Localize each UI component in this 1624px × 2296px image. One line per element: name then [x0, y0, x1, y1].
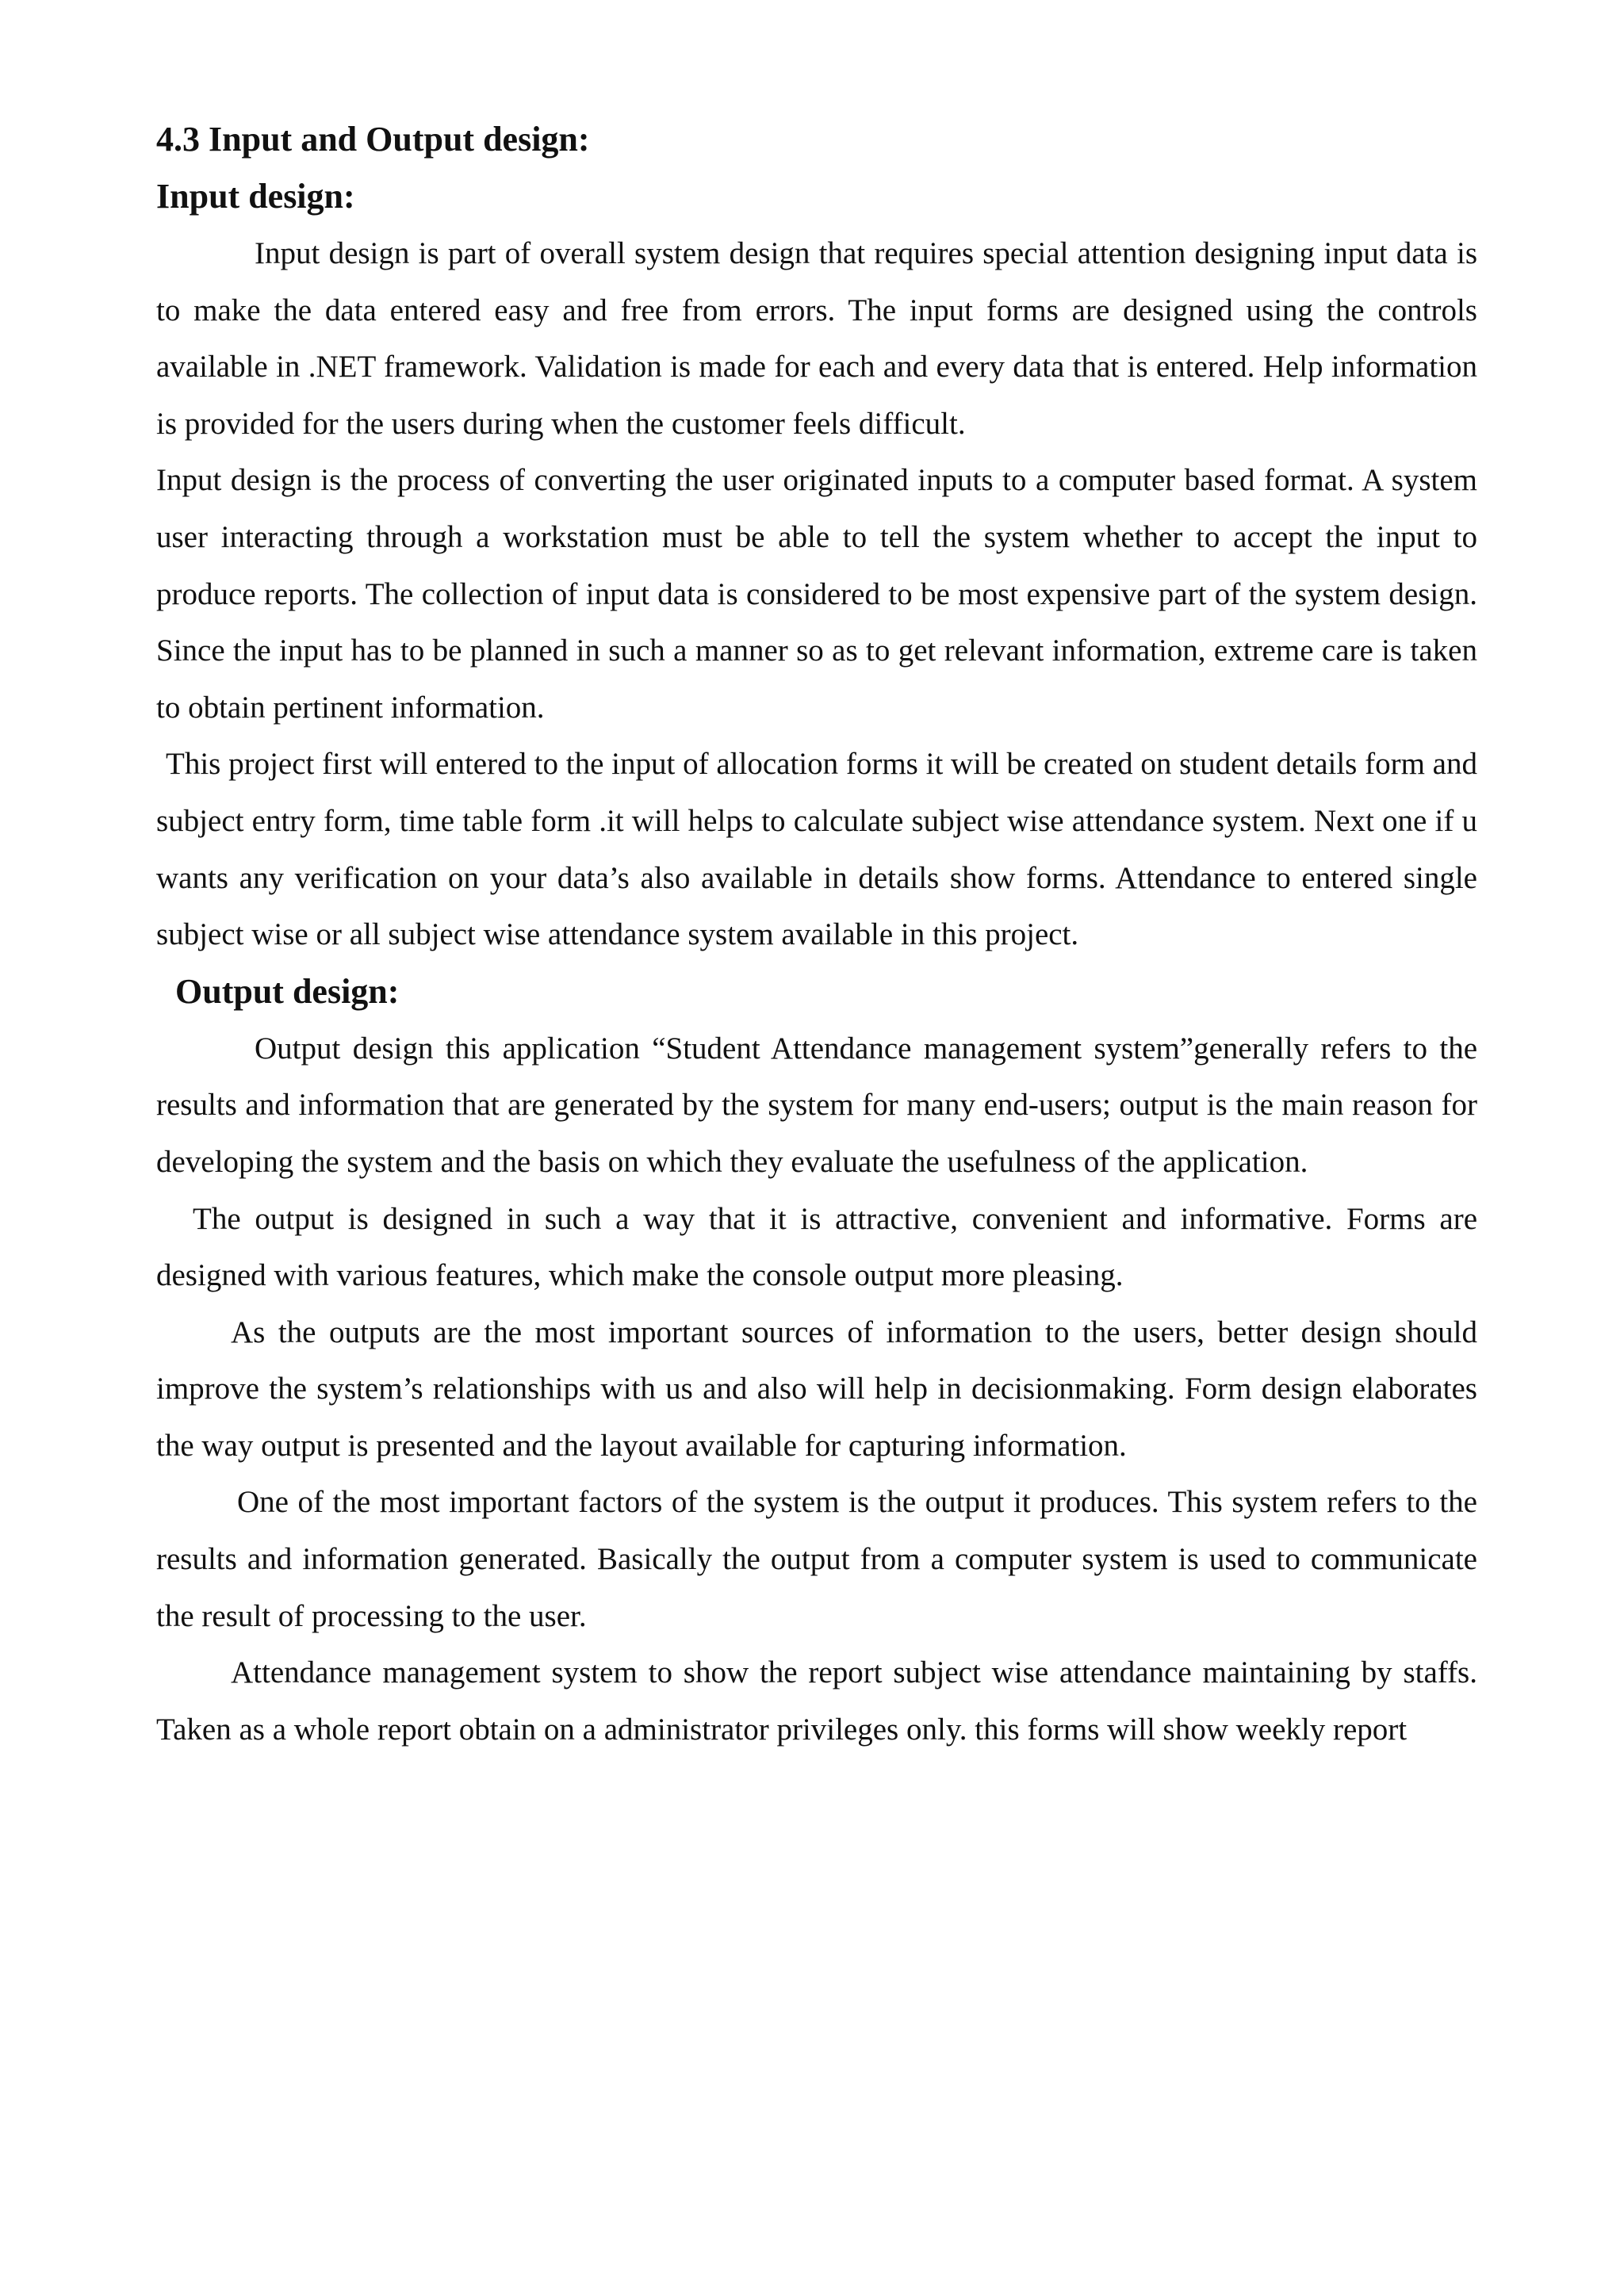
output-paragraph-4: One of the most important factors of the system is the output it produces. This system refers to the results and information generated. Basically the output from a computer system is used to communicate the result of processing to the user.	[156, 1485, 1477, 1633]
output-paragraph-1: Output design this application “Student Attendance management system”generally refers to the results and information that are generated by the system for many end-users; output is the main reason for developing the system and the basis on which they evaluate the usefulness of the application.	[156, 1031, 1477, 1179]
output-paragraph-5: Attendance management system to show the report subject wise attendance maintaining by staffs. Taken as a whole report obtain on a administrator privileges only. this forms will show weekly report	[156, 1655, 1477, 1747]
output-paragraph-2: The output is designed in such a way that it is attractive, convenient and informative. Forms are designed with various features, which make the console output more pleasing.	[156, 1201, 1477, 1293]
section-title: 4.3 Input and Output design:	[156, 120, 590, 159]
output-paragraph-3: As the outputs are the most important sources of information to the users, better design should improve the system’s relationships with us and also will help in decisionmaking. Form design elaborates the way output is presented and the layout available for capturing information.	[156, 1314, 1477, 1463]
input-paragraph-2: Input design is the process of converting the user originated inputs to a computer based format. A system user interacting through a workstation must be able to tell the system whether to accept the input to produce reports. The collection of input data is considered to be most expensive part of the system design. Since the input has to be planned in such a manner so as to get relevant information, extreme care is taken to obtain pertinent information.	[156, 463, 1477, 725]
output-design-heading: Output design:	[175, 971, 400, 1011]
input-paragraph-3: This project first will entered to the input of allocation forms it will be created on student details form and subject entry form, time table form .it will helps to calculate subject wise attendance system. Next one if u wants any verification on your data’s also available in details show forms. Attendance to entered single subject wise or all subject wise attendance system available in this project.	[156, 747, 1477, 952]
input-design-heading: Input design:	[156, 177, 355, 216]
page-content	[156, 111, 1477, 1758]
input-paragraph-1: Input design is part of overall system design that requires special attention designing input data is to make the data entered easy and free from errors. The input forms are designed using the controls available in .NET framework. Validation is made for each and every data that is entered. Help information is provided for the users during when the customer feels difficult.	[156, 236, 1477, 441]
